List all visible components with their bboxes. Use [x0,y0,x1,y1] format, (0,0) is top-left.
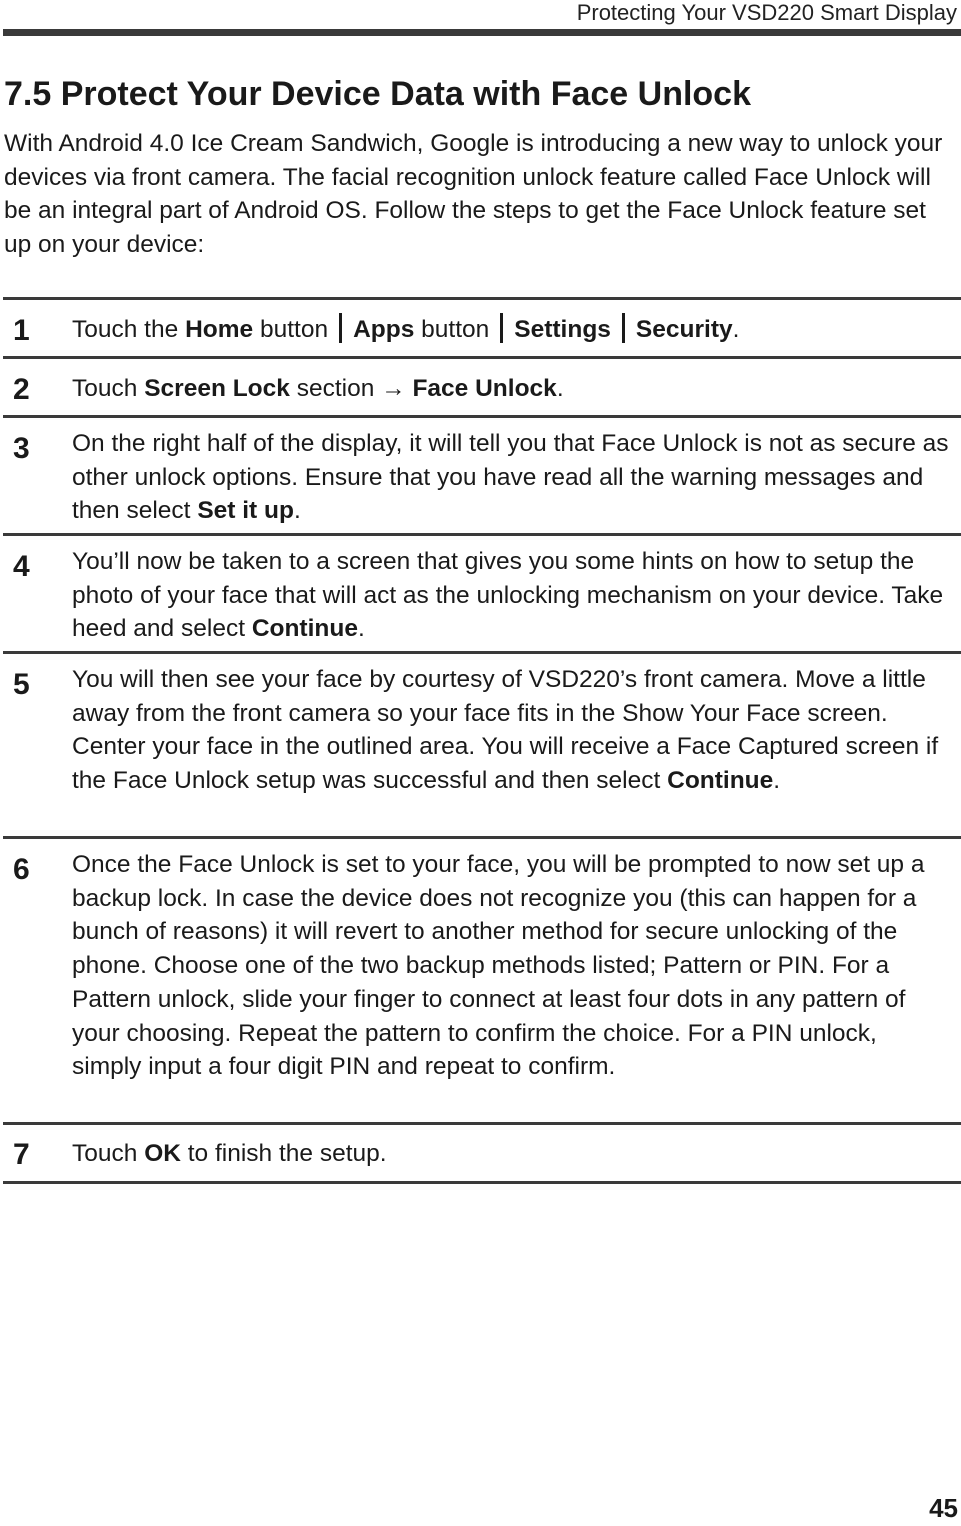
step-row [3,839,961,1122]
face-unlock-label: Face Unlock [412,375,557,402]
step-text-part: . [357,615,365,643]
step-text-part: to finish the setup. [180,1140,387,1167]
apps-label: Apps [353,316,415,343]
home-label: Home [185,316,254,343]
step-text-part: section → [289,375,413,402]
ok-label: OK [144,1140,181,1167]
page-number: 45 [929,1493,958,1523]
step-row [3,418,961,533]
settings-label: Settings [514,316,611,343]
step-text-part: button [253,316,329,343]
step-number: 7 [13,1138,30,1171]
step-text [72,418,952,528]
step-text [72,536,952,646]
step-text-part: button [414,316,490,343]
step-text [72,654,952,798]
step-text-part: Once the Face Unlock is set to your face, you will be prompted to now set up a backup lock. In case the device does not recognize you (this can happen for a bunch of reasons) it will revert to another method for secure unlocking of the phone. Choose one of the two backup methods listed; Pattern or PIN. For a Pattern unlock, slide your finger to connect at least four dots in any pattern of your choosing. Repeat the pattern to confirm the choice. For a PIN unlock, simply input a four digit PIN and repeat to confirm. [72,851,925,1081]
step-number: 5 [13,668,30,701]
step-number: 3 [13,432,30,465]
step-number: 2 [13,373,30,406]
step-text-part: Touch [72,1140,145,1167]
screen-lock-label: Screen Lock [144,375,290,402]
step-text-part: Touch [72,375,145,402]
step-number: 1 [13,314,30,347]
step-text-part: Touch the [72,316,186,343]
step-text [72,839,952,1084]
step-row [3,536,961,651]
step-text [72,300,952,347]
intro-paragraph: With Android 4.0 Ice Cream Sandwich, Google is introducing a new way to unlock your devices via front camera. The facial recognition unlock feature called Face Unlock will be an integral part of Android OS. Follow the steps to get the Face Unlock feature set up on your device: [4,130,943,259]
step-row [3,654,961,836]
step-row [3,359,961,415]
step-text [72,1125,952,1171]
continue-label: Continue [667,767,774,795]
step-text-part: . [293,497,301,525]
step-text-part: . [556,375,564,402]
step-text [72,359,952,406]
continue-label: Continue [251,615,358,643]
step-text-part: . [732,316,740,343]
step-text-part: You will then see your face by courtesy of VSD220’s front camera. Move a little away from the front camera so your face fits in the Show Your Face screen. Center your face in the outlined area. You will receive a Face Captured screen if the Face Unlock setup was successful and then select [72,666,939,795]
section-title: 7.5 Protect Your Device Data with Face Unlock [4,75,752,113]
security-label: Security [635,316,733,343]
step-text-part: You’ll now be taken to a screen that gives you some hints on how to setup the photo of your face that will act as the unlocking mechanism on your device. Take heed and select [72,548,944,643]
set-it-up-label: Set it up [197,497,294,525]
separator-bar [622,313,625,343]
step-text-part: On the right half of the display, it will tell you that Face Unlock is not as secure as other unlock options. Ensure that you have read all the warning messages and then select [72,430,949,525]
separator-bar [500,313,503,343]
step-number: 6 [13,853,30,886]
header-rule [3,29,961,36]
step-text-part: . [773,767,781,795]
step-number: 4 [13,550,30,583]
step-row [3,1125,961,1181]
steps-table [3,297,961,1184]
table-rule [3,1181,961,1184]
separator-bar [339,313,342,343]
running-header: Protecting Your VSD220 Smart Display [576,0,957,25]
step-row [3,300,961,356]
